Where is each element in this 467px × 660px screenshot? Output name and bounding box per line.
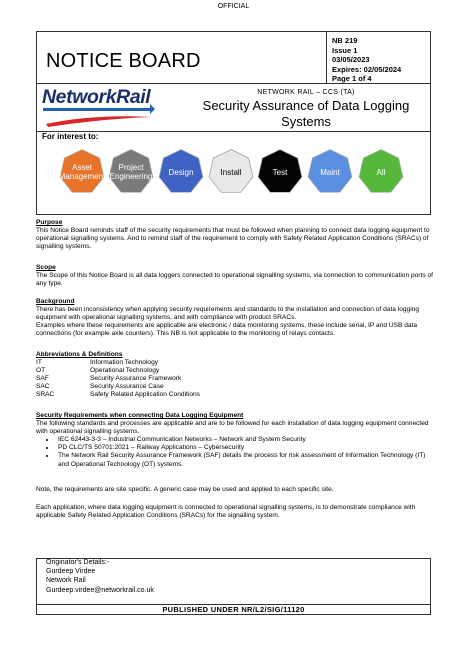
purpose-heading: Purpose <box>36 219 63 226</box>
abbreviation-row: SAC Security Assurance Case <box>36 383 164 391</box>
abbreviation-row: SRAC Safety Related Application Conditions <box>36 391 200 399</box>
standards-list <box>36 436 434 468</box>
requirements-section <box>36 412 434 469</box>
requirements-heading: Security Requirements when connecting Data Logging Equipment <box>36 412 244 419</box>
scope-text: The Scope of this Notice Board is all data loggers connected to operational signalling systems, via connection to communication ports of any type. <box>36 272 433 288</box>
interest-item-asset-management: Asset Management <box>58 148 106 196</box>
interest-label: For interest to: <box>42 132 99 141</box>
background-heading: Background <box>36 298 75 305</box>
requirements-closing: Each application, where data logging equipment is connected to operational signalling systems, is to demonstrate compliance with applicable Safety Related Application Conditions (SRACs) for the signalling system. <box>36 504 416 520</box>
interest-item-maint: Maint <box>306 148 354 196</box>
expiry-date: Expires: 02/05/2024 <box>332 64 402 74</box>
originator-label: Originator's Details:- <box>46 559 110 566</box>
interest-item-test: Test <box>256 148 304 196</box>
originator-organisation: Network Rail <box>46 577 86 584</box>
interest-item-project-engineering: Project Engineering <box>107 148 155 196</box>
list-item: • The Network Rail Security Assurance Framework (SAF) details the process for risk assessment of Information Technology (IT) and Operational Technology (OT) systems. <box>56 452 434 468</box>
page-title: NOTICE BOARD <box>46 50 201 72</box>
interest-item-install: Install <box>207 148 255 196</box>
classification-marking: OFFICIAL <box>217 3 250 10</box>
originator-email: Gurdeep.virdee@networkrail.co.uk <box>46 587 154 594</box>
department-heading: NETWORK RAIL – CCS (TA) <box>257 89 355 96</box>
interest-item-design: Design <box>157 148 205 196</box>
issue-number: Issue 1 <box>332 45 358 55</box>
interest-item-all: All <box>357 148 405 196</box>
requirements-note: Note, the requirements are site specific. A generic case may be used and applied to each specific site. <box>36 486 334 493</box>
page-count: Page 1 of 4 <box>332 74 372 83</box>
abbreviation-row: OT Operational Technology <box>36 367 160 375</box>
list-item: • PD CLC/TS 50701:2021 – Railway Applications – Cybersecurity <box>56 444 434 452</box>
purpose-section <box>36 219 434 251</box>
background-text-1: There has been inconsistency when applying security requirements and standards to the installation and connection of data logging equipment with operational signalling systems, and with compliance with product SRACs. <box>36 306 420 322</box>
list-item: • IEC 62443-3-3 – Industrial Communication Networks – Network and System Security <box>56 436 434 444</box>
abbreviations-heading: Abbreviations & Definitions <box>36 351 123 358</box>
scope-section <box>36 264 434 288</box>
issue-date: 03/05/2023 <box>332 55 370 64</box>
abbreviation-row: IT Information Technology <box>36 359 159 367</box>
requirements-intro: The following standards and processes are applicable and are to be followed for each installation of data logging equipment connected with operational signalling systems. <box>36 420 429 436</box>
network-rail-logo: NetworkRail <box>42 86 151 108</box>
background-text-2: Examples where these requirements are applicable are electronic / data monitoring systems, these include serial, IP and USB data connections (for example axle counters). This NB is not applicable to the monitoring of relays contacts. <box>36 322 418 338</box>
published-under: PUBLISHED UNDER NR/L2/SIG/11120 <box>162 605 305 614</box>
notice-subtitle: Security Assurance of Data Logging Systems <box>202 98 410 129</box>
logo-swoosh-icon <box>44 111 156 129</box>
originator-name: Gurdeep Virdee <box>46 568 96 575</box>
abbreviations-section <box>36 351 434 400</box>
nb-number: NB 219 <box>332 36 358 45</box>
scope-heading: Scope <box>36 264 56 271</box>
abbreviation-row: SAF Security Assurance Framework <box>36 375 182 383</box>
purpose-text: This Notice Board reminds staff of the security requirements that must be followed when planning to connect data logging equipment to operational signalling systems. And to remind staff of the requirement to comply with Safety Related Application Conditions (SRACs) of signalling systems. <box>36 227 430 251</box>
background-section <box>36 298 434 338</box>
